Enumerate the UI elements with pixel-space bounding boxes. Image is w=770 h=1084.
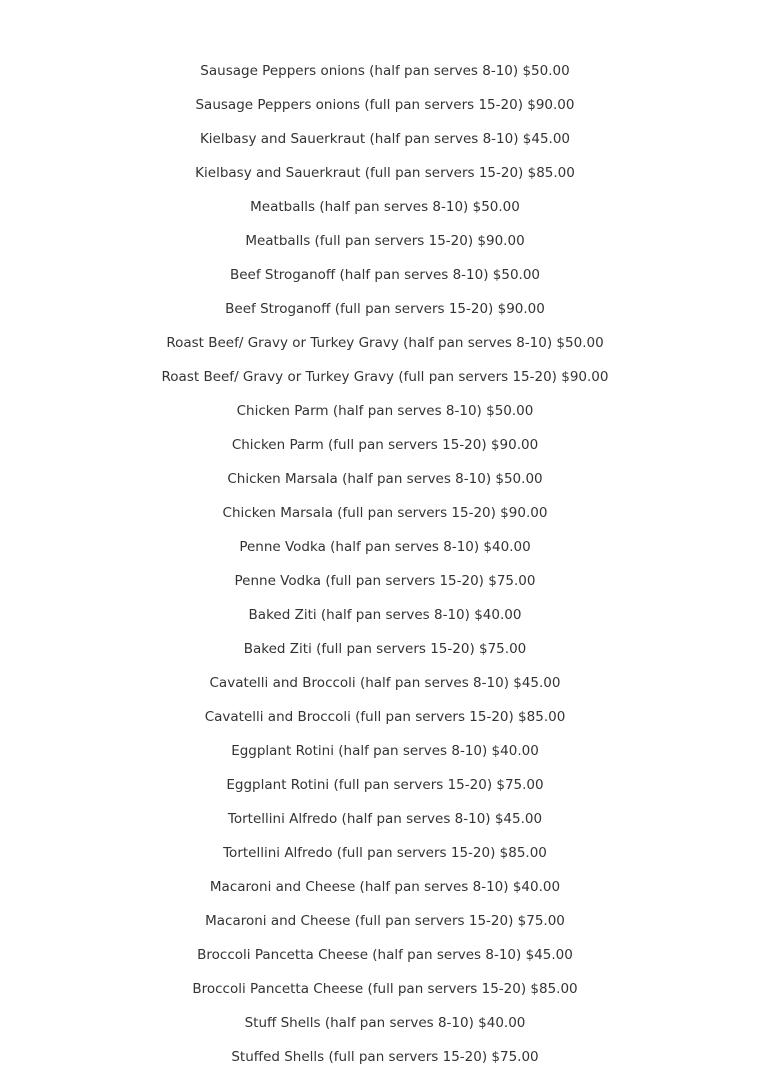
menu-item: Stuff Shells (half pan serves 8-10) $40.00 bbox=[244, 1015, 526, 1031]
menu-item: Kielbasy and Sauerkraut (full pan servers 15-20) $85.00 bbox=[195, 165, 575, 181]
menu-item: Roast Beef/ Gravy or Turkey Gravy (half pan serves 8-10) $50.00 bbox=[166, 335, 604, 351]
menu-item: Broccoli Pancetta Cheese (full pan servers 15-20) $85.00 bbox=[192, 981, 578, 997]
menu-item: Chicken Parm (half pan serves 8-10) $50.00 bbox=[236, 403, 534, 419]
menu-item: Chicken Marsala (full pan servers 15-20) $90.00 bbox=[222, 505, 548, 521]
menu-item: Stuffed Shells (full pan servers 15-20) $75.00 bbox=[231, 1049, 539, 1065]
menu-item: Macaroni and Cheese (full pan servers 15-20) $75.00 bbox=[205, 913, 565, 929]
menu-item: Beef Stroganoff (full pan servers 15-20) $90.00 bbox=[225, 301, 545, 317]
menu-item: Kielbasy and Sauerkraut (half pan serves 8-10) $45.00 bbox=[199, 131, 571, 147]
menu-item: Baked Ziti (full pan servers 15-20) $75.00 bbox=[243, 641, 527, 657]
menu-item: Broccoli Pancetta Cheese (half pan serves 8-10) $45.00 bbox=[197, 947, 573, 963]
menu-item: Penne Vodka (half pan serves 8-10) $40.00 bbox=[239, 539, 531, 555]
menu-item: Eggplant Rotini (half pan serves 8-10) $40.00 bbox=[231, 743, 539, 759]
menu-item: Sausage Peppers onions (full pan servers 15-20) $90.00 bbox=[195, 97, 575, 113]
menu-item: Baked Ziti (half pan serves 8-10) $40.00 bbox=[248, 607, 522, 623]
menu-item: Macaroni and Cheese (half pan serves 8-10) $40.00 bbox=[209, 879, 561, 895]
menu-item: Chicken Parm (full pan servers 15-20) $90.00 bbox=[231, 437, 539, 453]
menu-item: Sausage Peppers onions (half pan serves 8-10) $50.00 bbox=[200, 63, 570, 79]
menu-item: Cavatelli and Broccoli (full pan servers 15-20) $85.00 bbox=[204, 709, 566, 725]
menu-item: Roast Beef/ Gravy or Turkey Gravy (full pan servers 15-20) $90.00 bbox=[161, 369, 609, 385]
menu-item: Meatballs (half pan serves 8-10) $50.00 bbox=[250, 199, 520, 215]
menu-item: Beef Stroganoff (half pan serves 8-10) $50.00 bbox=[229, 267, 541, 283]
menu-item: Tortellini Alfredo (full pan servers 15-20) $85.00 bbox=[223, 845, 547, 861]
menu-item: Penne Vodka (full pan servers 15-20) $75.00 bbox=[234, 573, 536, 589]
menu-item: Chicken Marsala (half pan serves 8-10) $50.00 bbox=[227, 471, 543, 487]
menu-item: Eggplant Rotini (full pan servers 15-20) $75.00 bbox=[226, 777, 544, 793]
catering-menu-list bbox=[0, 60, 770, 1080]
menu-item: Cavatelli and Broccoli (half pan serves 8-10) $45.00 bbox=[209, 675, 561, 691]
menu-item: Tortellini Alfredo (half pan serves 8-10) $45.00 bbox=[227, 811, 543, 827]
menu-item: Meatballs (full pan servers 15-20) $90.00 bbox=[245, 233, 525, 249]
